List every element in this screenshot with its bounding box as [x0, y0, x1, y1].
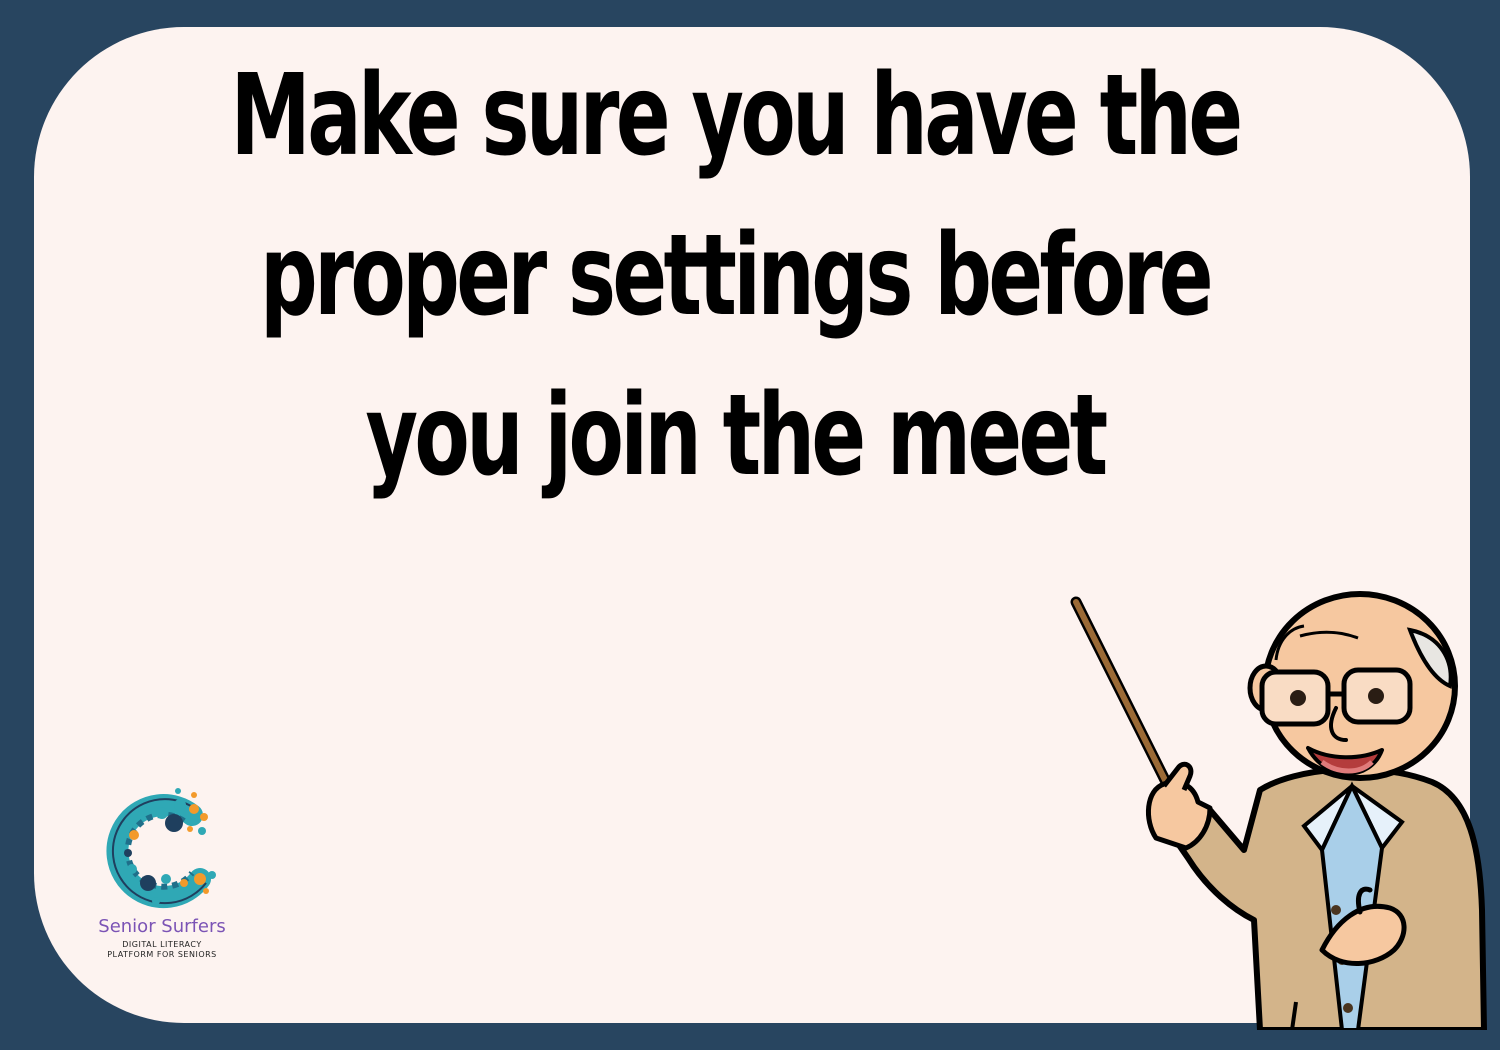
elderly-face-icon	[1250, 594, 1455, 778]
brand-name: Senior Surfers	[98, 916, 226, 937]
senior-surfers-logo	[62, 783, 262, 973]
senior-teacher-illustration	[1060, 590, 1490, 1030]
logo-c-icon	[94, 783, 229, 913]
cardigan-icon	[1170, 769, 1484, 1030]
brand-tagline-line-2: PLATFORM FOR SENIORS	[107, 950, 217, 959]
brand-tagline-line-1: DIGITAL LITERACY	[122, 940, 202, 949]
headline	[206, 51, 1264, 540]
headline-line-3: you join the meet	[365, 371, 1105, 501]
headline-line-2: proper settings before	[260, 211, 1210, 341]
headline-line-1: Make sure you have the	[230, 51, 1240, 181]
